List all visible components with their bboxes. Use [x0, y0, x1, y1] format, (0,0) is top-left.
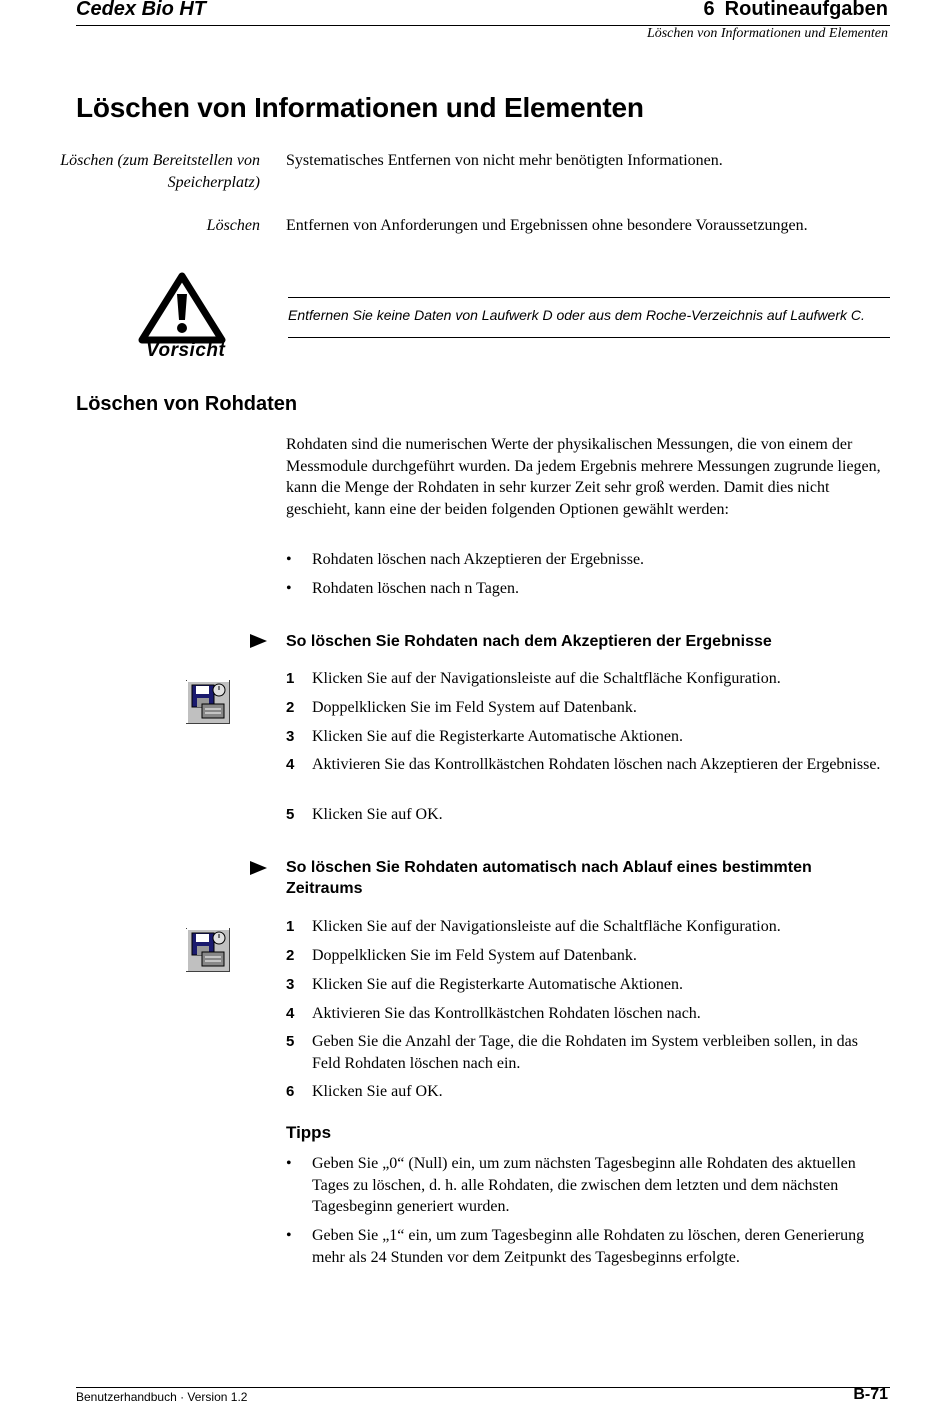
- step-number: 4: [286, 756, 295, 773]
- header-subtitle: Löschen von Informationen und Elementen: [646, 26, 888, 41]
- caution-label: Vorsicht: [146, 340, 226, 361]
- footer-page-number: B-71: [853, 1386, 888, 1403]
- procedure-title: So löschen Sie Rohdaten automatisch nach Ablauf eines bestimmten Zeitraums: [286, 859, 812, 897]
- caution-bottom-rule: [288, 337, 890, 338]
- save-disk-icon: [186, 928, 230, 972]
- step-number: 5: [286, 806, 295, 823]
- step-number: 5: [286, 1033, 295, 1050]
- procedure-title: So löschen Sie Rohdaten nach dem Akzeptieren der Ergebnisse: [286, 633, 772, 650]
- definition-term: Löschen: [206, 217, 260, 234]
- step-text: Geben Sie die Anzahl der Tage, die die Rohdaten im System verbleiben sollen, in das Feld Rohdaten löschen nach ein.: [312, 1033, 859, 1072]
- option-text: Rohdaten löschen nach n Tagen.: [312, 580, 519, 597]
- header-chapter: [704, 0, 888, 21]
- footer-manual-version: Benutzerhandbuch · Version 1.2: [76, 1390, 248, 1404]
- step-number: 1: [286, 670, 295, 687]
- step-text: Klicken Sie auf die Registerkarte Automatische Aktionen.: [312, 976, 684, 993]
- section-intro: Rohdaten sind die numerischen Werte der physikalischen Messungen, die von einem der Messmodule durchgeführt wurden. Da jedem Ergebnis mehrere Messungen zugrunde liegen, kann die Menge der Rohdaten in sehr kurzer Zeit sehr groß werden. Damit dies nicht geschieht, kann eine der beiden folgenden Optionen gewählt werden:: [286, 436, 881, 518]
- definition-term: Löschen (zum Bereitstellen von Speicherplatz): [60, 152, 260, 191]
- header-product-name: Cedex Bio HT: [76, 0, 207, 20]
- page-title: Löschen von Informationen und Elementen: [76, 92, 644, 123]
- definition-text: Entfernen von Anforderungen und Ergebnissen ohne besondere Voraussetzungen.: [286, 217, 808, 234]
- step-text: Klicken Sie auf der Navigationsleiste auf die Schaltfläche Konfiguration.: [312, 918, 781, 935]
- step-number: 3: [286, 976, 295, 993]
- step-number: 3: [286, 728, 295, 745]
- caution-text: Entfernen Sie keine Daten von Laufwerk D oder aus dem Roche-Verzeichnis auf Laufwerk C.: [288, 307, 865, 323]
- step-text: Doppelklicken Sie im Feld System auf Datenbank.: [312, 947, 637, 964]
- bullet-icon: •: [286, 551, 292, 568]
- bullet-icon: •: [286, 580, 292, 597]
- step-text: Klicken Sie auf OK.: [312, 1083, 443, 1100]
- tips-heading: Tipps: [286, 1123, 332, 1142]
- header-chapter-title: Routineaufgaben: [724, 0, 888, 20]
- step-text: Doppelklicken Sie im Feld System auf Datenbank.: [312, 699, 637, 716]
- step-number: 1: [286, 918, 295, 935]
- section-heading: Löschen von Rohdaten: [76, 393, 298, 415]
- option-text: Rohdaten löschen nach Akzeptieren der Ergebnisse.: [312, 551, 645, 568]
- procedure-arrow-icon: [250, 861, 267, 875]
- step-text: Aktivieren Sie das Kontrollkästchen Rohdaten löschen nach Akzeptieren der Ergebnisse.: [312, 756, 881, 773]
- step-number: 6: [286, 1083, 295, 1100]
- step-text: Klicken Sie auf OK.: [312, 806, 443, 823]
- bullet-icon: •: [286, 1155, 292, 1172]
- tip-text: Geben Sie „1“ ein, um zum Tagesbeginn alle Rohdaten zu löschen, deren Generierung mehr als 24 Stunden vor dem Zeitpunkt des Tagesbeginns erfolgte.: [312, 1227, 865, 1266]
- step-text: Klicken Sie auf die Registerkarte Automatische Aktionen.: [312, 728, 684, 745]
- bullet-icon: •: [286, 1227, 292, 1244]
- step-number: 2: [286, 699, 295, 716]
- definition-text: Systematisches Entfernen von nicht mehr benötigten Informationen.: [286, 152, 723, 169]
- procedure-arrow-icon: [250, 634, 267, 648]
- tip-text: Geben Sie „0“ (Null) ein, um zum nächsten Tagesbeginn alle Rohdaten des aktuellen Tages zu löschen, d. h. alle Rohdaten, die zwischen dem letzten und dem nächsten Tagesbeginn generiert wurden.: [312, 1155, 856, 1215]
- footer-rule: [76, 1387, 890, 1388]
- save-disk-icon: [186, 680, 230, 724]
- caution-top-rule: [288, 297, 890, 298]
- header-chapter-number: 6: [703, 0, 715, 20]
- step-text: Aktivieren Sie das Kontrollkästchen Rohdaten löschen nach.: [312, 1005, 701, 1022]
- step-number: 4: [286, 1005, 295, 1022]
- step-text: Klicken Sie auf der Navigationsleiste auf die Schaltfläche Konfiguration.: [312, 670, 781, 687]
- step-number: 2: [286, 947, 295, 964]
